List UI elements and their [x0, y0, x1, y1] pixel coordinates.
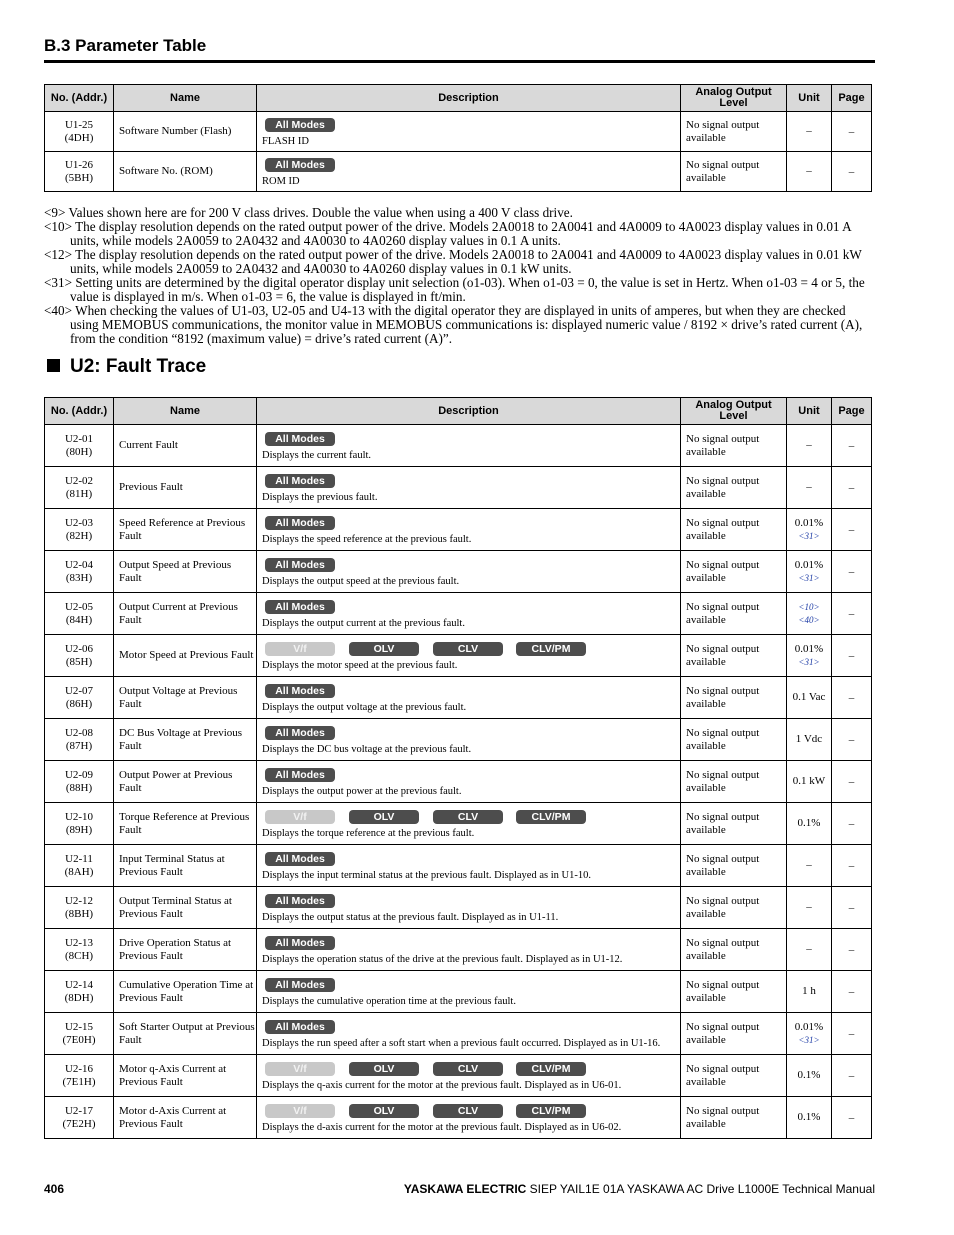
analog-output-level: No signal output available — [681, 551, 787, 593]
parameter-number: U2-11 (8AH) — [45, 845, 114, 887]
analog-output-level: No signal output available — [681, 887, 787, 929]
mode-badge-vf: V/f — [265, 642, 335, 656]
unit-footnote-ref: <10> <40> — [798, 601, 820, 625]
parameter-number: U1-25 (4DH) — [45, 112, 114, 152]
table-row — [45, 551, 872, 593]
header-unit: Unit — [787, 85, 832, 112]
mode-badge-olv: OLV — [349, 642, 419, 656]
header-no: No. (Addr.) — [45, 85, 114, 112]
parameter-description — [257, 1013, 681, 1055]
parameter-unit: 1 h — [787, 971, 832, 1013]
description-text: Displays the current fault. — [262, 449, 372, 461]
parameter-unit: 0.1% — [787, 803, 832, 845]
mode-badge-vf: V/f — [265, 810, 335, 824]
parameter-unit: – — [787, 467, 832, 509]
description-text: Displays the motor speed at the previous fault. — [262, 659, 458, 671]
control-modes — [262, 599, 675, 617]
mode-badge-clv: CLV — [433, 1104, 503, 1118]
unit-footnote-ref: <31> — [798, 572, 820, 583]
parameter-table-u1 — [44, 84, 872, 192]
parameter-name: Motor q-Axis Current at Previous Fault — [114, 1055, 257, 1097]
mode-badge-olv: OLV — [349, 810, 419, 824]
parameter-description — [257, 112, 681, 152]
control-modes — [262, 893, 675, 911]
analog-output-level: No signal output available — [681, 761, 787, 803]
parameter-unit: 0.01% <31> — [787, 509, 832, 551]
description-text: Displays the cumulative operation time at the previous fault. — [262, 995, 516, 1007]
parameter-unit: – — [787, 425, 832, 467]
parameter-unit: 0.1 Vac — [787, 677, 832, 719]
table-row — [45, 509, 872, 551]
table-row — [45, 467, 872, 509]
header-no: No. (Addr.) — [45, 398, 114, 425]
table-row — [45, 112, 872, 152]
control-modes — [262, 1103, 675, 1121]
parameter-name: Software Number (Flash) — [114, 112, 257, 152]
mode-badge-clv: CLV — [433, 1062, 503, 1076]
parameter-page: – — [832, 593, 872, 635]
parameter-description — [257, 803, 681, 845]
parameter-name: Speed Reference at Previous Fault — [114, 509, 257, 551]
parameter-description — [257, 887, 681, 929]
description-text: Displays the speed reference at the previous fault. — [262, 533, 472, 545]
parameter-page: – — [832, 635, 872, 677]
analog-output-level: No signal output available — [681, 112, 787, 152]
analog-output-level: No signal output available — [681, 845, 787, 887]
parameter-page: – — [832, 112, 872, 152]
mode-badge-clv: CLV — [433, 810, 503, 824]
description-text: Displays the output voltage at the previous fault. — [262, 701, 467, 713]
mode-badge-all: All Modes — [265, 158, 335, 172]
parameter-number: U2-15 (7E0H) — [45, 1013, 114, 1055]
description-text: Displays the DC bus voltage at the previous fault. — [262, 743, 472, 755]
footer-manual-title: YASKAWA ELECTRIC SIEP YAIL1E 01A YASKAWA AC Drive L1000E Technical Manual — [403, 1182, 875, 1196]
parameter-unit: 1 Vdc — [787, 719, 832, 761]
control-modes — [262, 1019, 675, 1037]
parameter-name: Torque Reference at Previous Fault — [114, 803, 257, 845]
description-text: Displays the input terminal status at the previous fault. Displayed as in U1-10. — [262, 869, 591, 881]
parameter-name: Previous Fault — [114, 467, 257, 509]
mode-badge-clvpm: CLV/PM — [516, 1104, 586, 1118]
header-page: Page — [832, 398, 872, 425]
mode-badge-all: All Modes — [265, 726, 335, 740]
parameter-name: Output Terminal Status at Previous Fault — [114, 887, 257, 929]
control-modes — [262, 725, 675, 743]
parameter-number: U2-08 (87H) — [45, 719, 114, 761]
parameter-number: U1-26 (5BH) — [45, 152, 114, 192]
control-modes — [262, 683, 675, 701]
mode-badge-clvpm: CLV/PM — [516, 1062, 586, 1076]
table-row — [45, 845, 872, 887]
parameter-description — [257, 593, 681, 635]
control-modes — [262, 851, 675, 869]
unit-footnote-ref: <31> — [798, 1034, 820, 1045]
parameter-page: – — [832, 509, 872, 551]
control-modes — [262, 809, 675, 827]
analog-output-level: No signal output available — [681, 593, 787, 635]
parameter-page: – — [832, 425, 872, 467]
parameter-description — [257, 845, 681, 887]
parameter-unit: 0.01% <31> — [787, 635, 832, 677]
footnote: <40> When checking the values of U1-03, U2-05 and U4-13 with the digital operator they are displayed in units of amperes, but when they are checked using MEMOBUS communications, the monitor value in MEMOBUS communications is: displayed numeric value / 8192 × drive’s rated current (A), from the condition “8192 (maximum value) = drive’s rated current (A)”. — [44, 303, 863, 346]
parameter-description — [257, 719, 681, 761]
header-description: Description — [257, 398, 681, 425]
parameter-description — [257, 509, 681, 551]
table-row — [45, 677, 872, 719]
parameter-name: Motor Speed at Previous Fault — [114, 635, 257, 677]
header-name: Name — [114, 85, 257, 112]
parameter-description — [257, 467, 681, 509]
parameter-unit: 0.01% <31> — [787, 551, 832, 593]
parameter-description — [257, 551, 681, 593]
control-modes — [262, 1061, 675, 1079]
parameter-unit: – — [787, 152, 832, 192]
control-modes — [262, 557, 675, 575]
control-modes — [262, 767, 675, 785]
parameter-description — [257, 635, 681, 677]
description-text: Displays the q-axis current for the motor at the previous fault. Displayed as in U6-01. — [262, 1079, 622, 1091]
parameter-unit: – — [787, 845, 832, 887]
square-bullet-icon — [47, 359, 60, 372]
header-description: Description — [257, 85, 681, 112]
mode-badge-all: All Modes — [265, 936, 335, 950]
parameter-number: U2-17 (7E2H) — [45, 1097, 114, 1139]
analog-output-level: No signal output available — [681, 635, 787, 677]
header-page: Page — [832, 85, 872, 112]
parameter-description — [257, 425, 681, 467]
header-analog-output-level: Analog Output Level — [681, 398, 787, 425]
parameter-name: Cumulative Operation Time at Previous Fault — [114, 971, 257, 1013]
parameter-page: – — [832, 887, 872, 929]
analog-output-level: No signal output available — [681, 1097, 787, 1139]
mode-badge-all: All Modes — [265, 558, 335, 572]
control-modes — [262, 117, 675, 135]
parameter-unit: – — [787, 887, 832, 929]
mode-badge-all: All Modes — [265, 768, 335, 782]
mode-badge-clvpm: CLV/PM — [516, 642, 586, 656]
parameter-page: – — [832, 677, 872, 719]
parameter-name: Motor d-Axis Current at Previous Fault — [114, 1097, 257, 1139]
parameter-number: U2-02 (81H) — [45, 467, 114, 509]
control-modes — [262, 935, 675, 953]
parameter-table-u2 — [44, 397, 872, 1139]
header-unit: Unit — [787, 398, 832, 425]
analog-output-level: No signal output available — [681, 803, 787, 845]
mode-badge-all: All Modes — [265, 684, 335, 698]
analog-output-level: No signal output available — [681, 152, 787, 192]
parameter-page: – — [832, 467, 872, 509]
header-analog-output-level: Analog Output Level — [681, 85, 787, 112]
analog-output-level: No signal output available — [681, 1013, 787, 1055]
mode-badge-olv: OLV — [349, 1104, 419, 1118]
footnote: <12> The display resolution depends on the rated output power of the drive. Models 2A0018 to 2A0041 and 4A0009 to 4A0023 display values in 0.01 kW units, while models 2A0059 to 2A0432 and 4A0030 to 4A0260 display values in 0.1 kW units. — [44, 247, 862, 276]
parameter-unit: 0.1% — [787, 1055, 832, 1097]
parameter-page: – — [832, 1055, 872, 1097]
table-row — [45, 635, 872, 677]
description-text: Displays the operation status of the drive at the previous fault. Displayed as in U1-12. — [262, 953, 623, 965]
table-row — [45, 887, 872, 929]
parameter-number: U2-14 (8DH) — [45, 971, 114, 1013]
parameter-name: Software No. (ROM) — [114, 152, 257, 192]
mode-badge-all: All Modes — [265, 118, 335, 132]
control-modes — [262, 473, 675, 491]
parameter-description — [257, 677, 681, 719]
mode-badge-all: All Modes — [265, 474, 335, 488]
page-number: 406 — [44, 1182, 65, 1196]
mode-badge-all: All Modes — [265, 978, 335, 992]
parameter-number: U2-13 (8CH) — [45, 929, 114, 971]
parameter-number: U2-07 (86H) — [45, 677, 114, 719]
table-row — [45, 593, 872, 635]
parameter-name: Output Speed at Previous Fault — [114, 551, 257, 593]
footnotes — [44, 206, 874, 346]
unit-footnote-ref: <31> — [798, 656, 820, 667]
parameter-name: Output Current at Previous Fault — [114, 593, 257, 635]
parameter-description — [257, 929, 681, 971]
footnote: <9> Values shown here are for 200 V class drives. Double the value when using a 400 V class drive. — [44, 205, 573, 220]
parameter-page: – — [832, 803, 872, 845]
table-header-row — [45, 398, 872, 425]
subsection-title: U2: Fault Trace — [47, 356, 206, 378]
mode-badge-olv: OLV — [349, 1062, 419, 1076]
header-name: Name — [114, 398, 257, 425]
analog-output-level: No signal output available — [681, 425, 787, 467]
control-modes — [262, 977, 675, 995]
mode-badge-all: All Modes — [265, 852, 335, 866]
parameter-name: Output Power at Previous Fault — [114, 761, 257, 803]
description-text: Displays the output speed at the previous fault. — [262, 575, 460, 587]
mode-badge-all: All Modes — [265, 600, 335, 614]
parameter-unit: – — [787, 112, 832, 152]
parameter-page: – — [832, 152, 872, 192]
parameter-number: U2-09 (88H) — [45, 761, 114, 803]
table-row — [45, 761, 872, 803]
description-text: FLASH ID — [262, 135, 309, 147]
analog-output-level: No signal output available — [681, 1055, 787, 1097]
description-text: Displays the output current at the previous fault. — [262, 617, 465, 629]
parameter-page: – — [832, 719, 872, 761]
mode-badge-all: All Modes — [265, 432, 335, 446]
description-text: Displays the output power at the previous fault. — [262, 785, 462, 797]
parameter-number: U2-16 (7E1H) — [45, 1055, 114, 1097]
parameter-name: Input Terminal Status at Previous Fault — [114, 845, 257, 887]
parameter-unit: 0.01% <31> — [787, 1013, 832, 1055]
title-rule — [44, 60, 875, 63]
parameter-name: Drive Operation Status at Previous Fault — [114, 929, 257, 971]
description-text: Displays the torque reference at the previous fault. — [262, 827, 475, 839]
analog-output-level: No signal output available — [681, 971, 787, 1013]
parameter-number: U2-03 (82H) — [45, 509, 114, 551]
parameter-name: Output Voltage at Previous Fault — [114, 677, 257, 719]
parameter-page: – — [832, 551, 872, 593]
parameter-description — [257, 971, 681, 1013]
mode-badge-vf: V/f — [265, 1062, 335, 1076]
description-text: Displays the run speed after a soft start when a previous fault occurred. Displayed as in U1-16. — [262, 1037, 661, 1049]
parameter-description — [257, 152, 681, 192]
parameter-unit — [787, 593, 832, 635]
parameter-unit: 0.1% — [787, 1097, 832, 1139]
parameter-unit: 0.1 kW — [787, 761, 832, 803]
mode-badge-vf: V/f — [265, 1104, 335, 1118]
section-title: B.3 Parameter Table — [44, 36, 207, 55]
parameter-name: DC Bus Voltage at Previous Fault — [114, 719, 257, 761]
mode-badge-all: All Modes — [265, 1020, 335, 1034]
mode-badge-all: All Modes — [265, 516, 335, 530]
analog-output-level: No signal output available — [681, 929, 787, 971]
parameter-number: U2-05 (84H) — [45, 593, 114, 635]
parameter-page: – — [832, 1097, 872, 1139]
analog-output-level: No signal output available — [681, 467, 787, 509]
table-row — [45, 803, 872, 845]
parameter-page: – — [832, 929, 872, 971]
description-text: Displays the output status at the previous fault. Displayed as in U1-11. — [262, 911, 559, 923]
parameter-page: – — [832, 845, 872, 887]
parameter-description — [257, 1055, 681, 1097]
parameter-number: U2-01 (80H) — [45, 425, 114, 467]
mode-badge-all: All Modes — [265, 894, 335, 908]
description-text: ROM ID — [262, 175, 300, 187]
description-text: Displays the previous fault. — [262, 491, 378, 503]
mode-badge-clvpm: CLV/PM — [516, 810, 586, 824]
table-row — [45, 929, 872, 971]
parameter-number: U2-12 (8BH) — [45, 887, 114, 929]
table-row — [45, 1013, 872, 1055]
footnote: <10> The display resolution depends on the rated output power of the drive. Models 2A0018 to 2A0041 and 4A0009 to 4A0023 display values in 0.01 A units, while models 2A0059 to 2A0432 and 4A0030 to 4A0260 display values in 0.1 A units. — [44, 219, 851, 248]
table-header-row — [45, 85, 872, 112]
table-row — [45, 425, 872, 467]
control-modes — [262, 157, 675, 175]
parameter-name: Current Fault — [114, 425, 257, 467]
parameter-name: Soft Starter Output at Previous Fault — [114, 1013, 257, 1055]
unit-footnote-ref: <31> — [798, 530, 820, 541]
table-row — [45, 971, 872, 1013]
table-row — [45, 1055, 872, 1097]
table-row — [45, 152, 872, 192]
analog-output-level: No signal output available — [681, 677, 787, 719]
parameter-page: – — [832, 1013, 872, 1055]
table-row — [45, 719, 872, 761]
description-text: Displays the d-axis current for the motor at the previous fault. Displayed as in U6-02. — [262, 1121, 622, 1133]
analog-output-level: No signal output available — [681, 509, 787, 551]
parameter-description — [257, 1097, 681, 1139]
footnote: <31> Setting units are determined by the digital operator display unit selection (o1-03). When o1-03 = 0, the value is set in Hertz. When o1-03 = 4 or 5, the value is displayed in m/s. When o1-03 = 6, the value is displayed in ft/min. — [44, 275, 865, 304]
mode-badge-clv: CLV — [433, 642, 503, 656]
control-modes — [262, 431, 675, 449]
analog-output-level: No signal output available — [681, 719, 787, 761]
parameter-description — [257, 761, 681, 803]
parameter-number: U2-04 (83H) — [45, 551, 114, 593]
control-modes — [262, 515, 675, 533]
table-row — [45, 1097, 872, 1139]
parameter-number: U2-06 (85H) — [45, 635, 114, 677]
parameter-page: – — [832, 761, 872, 803]
parameter-number: U2-10 (89H) — [45, 803, 114, 845]
parameter-page: – — [832, 971, 872, 1013]
parameter-unit: – — [787, 929, 832, 971]
control-modes — [262, 641, 675, 659]
